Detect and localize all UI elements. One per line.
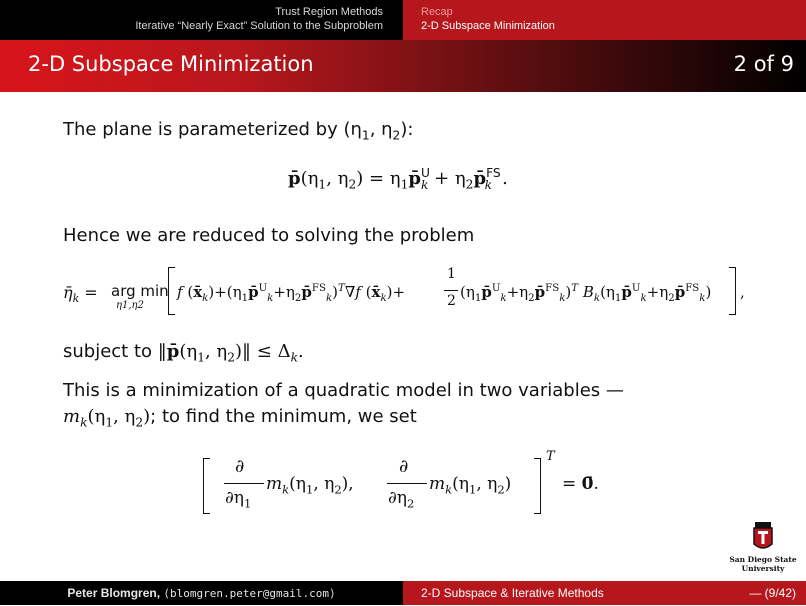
objective-part-1: f $(x̄_k)+(\eta_1p̄^U_k+\eta_2p̄^{FS}_k)^T\nabla f$ $(x̄_k)+$ xyxy=(177,283,406,304)
gradient-left-bracket xyxy=(203,458,210,514)
objective-part-2: $(\eta_1p̄^U_k+\eta_2p̄^{FS}_k)^T$ $B_k(\eta_1p̄^U_k+\eta_2p̄^{FS}_k)$ xyxy=(460,283,712,304)
quadratic-model-sentence-2: $m_k(\eta_1$, $\eta_2$); to find the minimum, we set xyxy=(63,406,417,430)
footer-page-number: — (9/42) xyxy=(749,586,796,600)
logo-line-1: San Diego State xyxy=(729,555,797,564)
intro-text: The plane is parameterized by (η xyxy=(63,119,362,140)
footer-bar xyxy=(0,581,806,605)
nav-current-path xyxy=(403,0,806,40)
partial-num-2: ∂ xyxy=(399,456,409,477)
quadratic-model-tail: ; to find the minimum, we set xyxy=(150,406,417,427)
argmin-subscript: η1,η2 xyxy=(116,300,144,311)
half-numerator: 1 xyxy=(447,266,456,282)
nav-current-frame-link[interactable]: 2-D Subspace Minimization xyxy=(421,20,555,32)
half-fraction-bar xyxy=(444,290,458,291)
left-bracket xyxy=(168,267,175,315)
zero-vector: = 0̄. xyxy=(562,474,599,494)
university-logo xyxy=(726,518,800,578)
partial-bar-1 xyxy=(224,483,264,484)
partial-num-1: ∂ xyxy=(235,456,245,477)
plane-equation: $p̄(\eta_1$, $\eta_2$) = $\eta_1p̄^U_k$ + $\eta_2p̄^{FS}_k$ . xyxy=(288,166,508,192)
frame-counter: 2 of 9 xyxy=(733,52,794,76)
logo-line-2: University xyxy=(741,564,785,573)
right-bracket xyxy=(729,267,736,315)
gradient-right-bracket xyxy=(534,458,541,514)
constraint-line: subject to $‖p̄(\eta_1$, $\eta_2)‖ \le \Delta_k$. xyxy=(63,341,304,365)
eta-k-lhs: $\etā_k$ = xyxy=(63,283,98,306)
frame-title: 2-D Subspace Minimization xyxy=(28,52,314,76)
partial-den-1: $\partial\eta_1$ xyxy=(225,488,252,511)
nav-recap-link[interactable]: Recap xyxy=(421,6,453,18)
nav-section-title[interactable]: Trust Region Methods xyxy=(275,6,383,18)
nav-section-path xyxy=(0,0,403,40)
sdsu-shield-icon xyxy=(726,518,800,578)
footer-author-block xyxy=(0,581,403,605)
top-navigation-bar xyxy=(0,0,806,40)
footer-author: Peter Blomgren, xyxy=(67,586,161,600)
half-denominator: 2 xyxy=(447,293,456,309)
argmin-operator: arg min xyxy=(111,282,169,300)
footer-section-block xyxy=(403,581,806,605)
partial-bar-2 xyxy=(387,483,427,484)
equation-comma: , xyxy=(740,283,745,301)
nav-subsection-title[interactable]: Iterative “Nearly Exact” Solution to the Subproblem xyxy=(135,20,383,32)
intro-sentence: The plane is parameterized by ($\eta_1$, $\eta_2$): xyxy=(63,119,414,143)
frame-title-bar xyxy=(0,40,806,92)
quadratic-model-sentence-1: This is a minimization of a quadratic model in two variables — xyxy=(63,380,624,401)
partial-term-1: $m_k(\eta_1$, $\eta_2$), xyxy=(266,474,354,497)
reduction-sentence: Hence we are reduced to solving the problem xyxy=(63,225,475,246)
subject-to-label: subject to xyxy=(63,341,153,362)
partial-den-2: $\partial\eta_2$ xyxy=(388,488,415,511)
footer-email[interactable]: ⟨blomgren.peter@gmail.com⟩ xyxy=(163,587,336,600)
partial-term-2: $m_k(\eta_1$, $\eta_2$) xyxy=(429,474,512,497)
transpose-mark: T xyxy=(546,449,555,464)
footer-section-title[interactable]: 2-D Subspace & Iterative Methods xyxy=(421,586,604,600)
